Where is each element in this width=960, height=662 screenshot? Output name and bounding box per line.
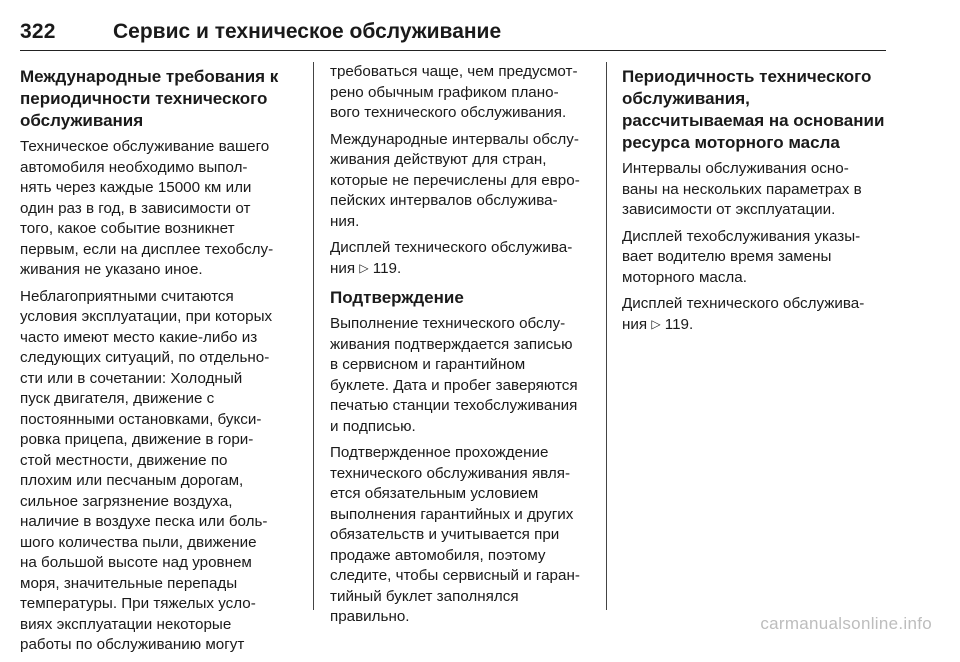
page-header [20, 12, 886, 51]
page-title: Сервис и техническое обслуживание [113, 20, 502, 43]
paragraph: Неблагоприятными считаются условия эксплуатации, при которых часто имеют место какие-либо из следующих ситуаций, по отдельно- сти или в сочетании: Холодный пуск двигателя, движение с постоянными остановками, букси- ровка прицепа, движение в гори- стой местности, движение по плохим или песчаным дорогам, сильное загрязнение воздуха, наличие в воздухе песка или боль- шого количества пыли, движение на большой высоте над уровнем моря, значительные перепады температуры. При тяжелых усло- виях эксплуатации некоторые работы по обслуживанию могут [20, 287, 273, 653]
reference-page-link[interactable]: 119. [372, 259, 402, 277]
reference-text: Дисплей технического обслужива- ния [330, 239, 573, 277]
column-divider [606, 62, 607, 610]
page-reference-icon[interactable]: ▷ [359, 260, 369, 275]
paragraph-with-reference [622, 294, 890, 335]
section-heading-confirmation: Подтверждение [330, 288, 464, 307]
paragraph: Дисплей техобслуживания указы- вает водителю время замены моторного масла. [622, 227, 861, 286]
reference-page-link[interactable]: 119. [664, 315, 694, 333]
paragraph: Выполнение технического обслу- живания подтверждается записью в сервисном и гарантийном буклете. Дата и пробег заверяются печатью станции техобслуживания и подписью. [330, 315, 578, 435]
column-divider [313, 62, 314, 610]
paragraph: Техническое обслуживание вашего автомобиля необходимо выпол- нять через каждые 15000 км или один раз в год, в зависимости от того, какое событие возникнет первым, если на дисплее техобслу- живания не указано иное. [20, 138, 274, 278]
page-reference-icon[interactable]: ▷ [651, 316, 661, 331]
watermark: carmanualsonline.info [760, 614, 932, 633]
column-3 [622, 62, 890, 341]
column-1 [20, 62, 292, 662]
page-number: 322 [20, 20, 56, 43]
paragraph: Международные интервалы обслу- живания действуют для стран, которые не перечислены для евро- пейских интервалов обслужива- ния. [330, 130, 580, 230]
section-heading-oil-life-intervals: Периодичность технического обслуживания, рассчитываемая на основании ресурса моторного масла [622, 67, 885, 152]
column-2 [330, 62, 600, 634]
paragraph: требоваться чаще, чем предусмот- рено обычным графиком плано- вого технического обслуживания. [330, 63, 578, 121]
reference-text: Дисплей технического обслужива- ния [622, 295, 865, 333]
paragraph-with-reference [330, 238, 600, 279]
paragraph: Интервалы обслуживания осно- ваны на нескольких параметрах в зависимости от эксплуатации. [622, 160, 862, 218]
section-heading-international-intervals: Международные требования к периодичности технического обслуживания [20, 67, 279, 130]
paragraph: Подтвержденное прохождение технического обслуживания явля- ется обязательным условием выполнения гарантийных и других обязательств и учитывается при продаже автомобиля, поэтому следите, чтобы сервисный и гаран- тийный буклет заполнялся правильно. [330, 444, 580, 625]
